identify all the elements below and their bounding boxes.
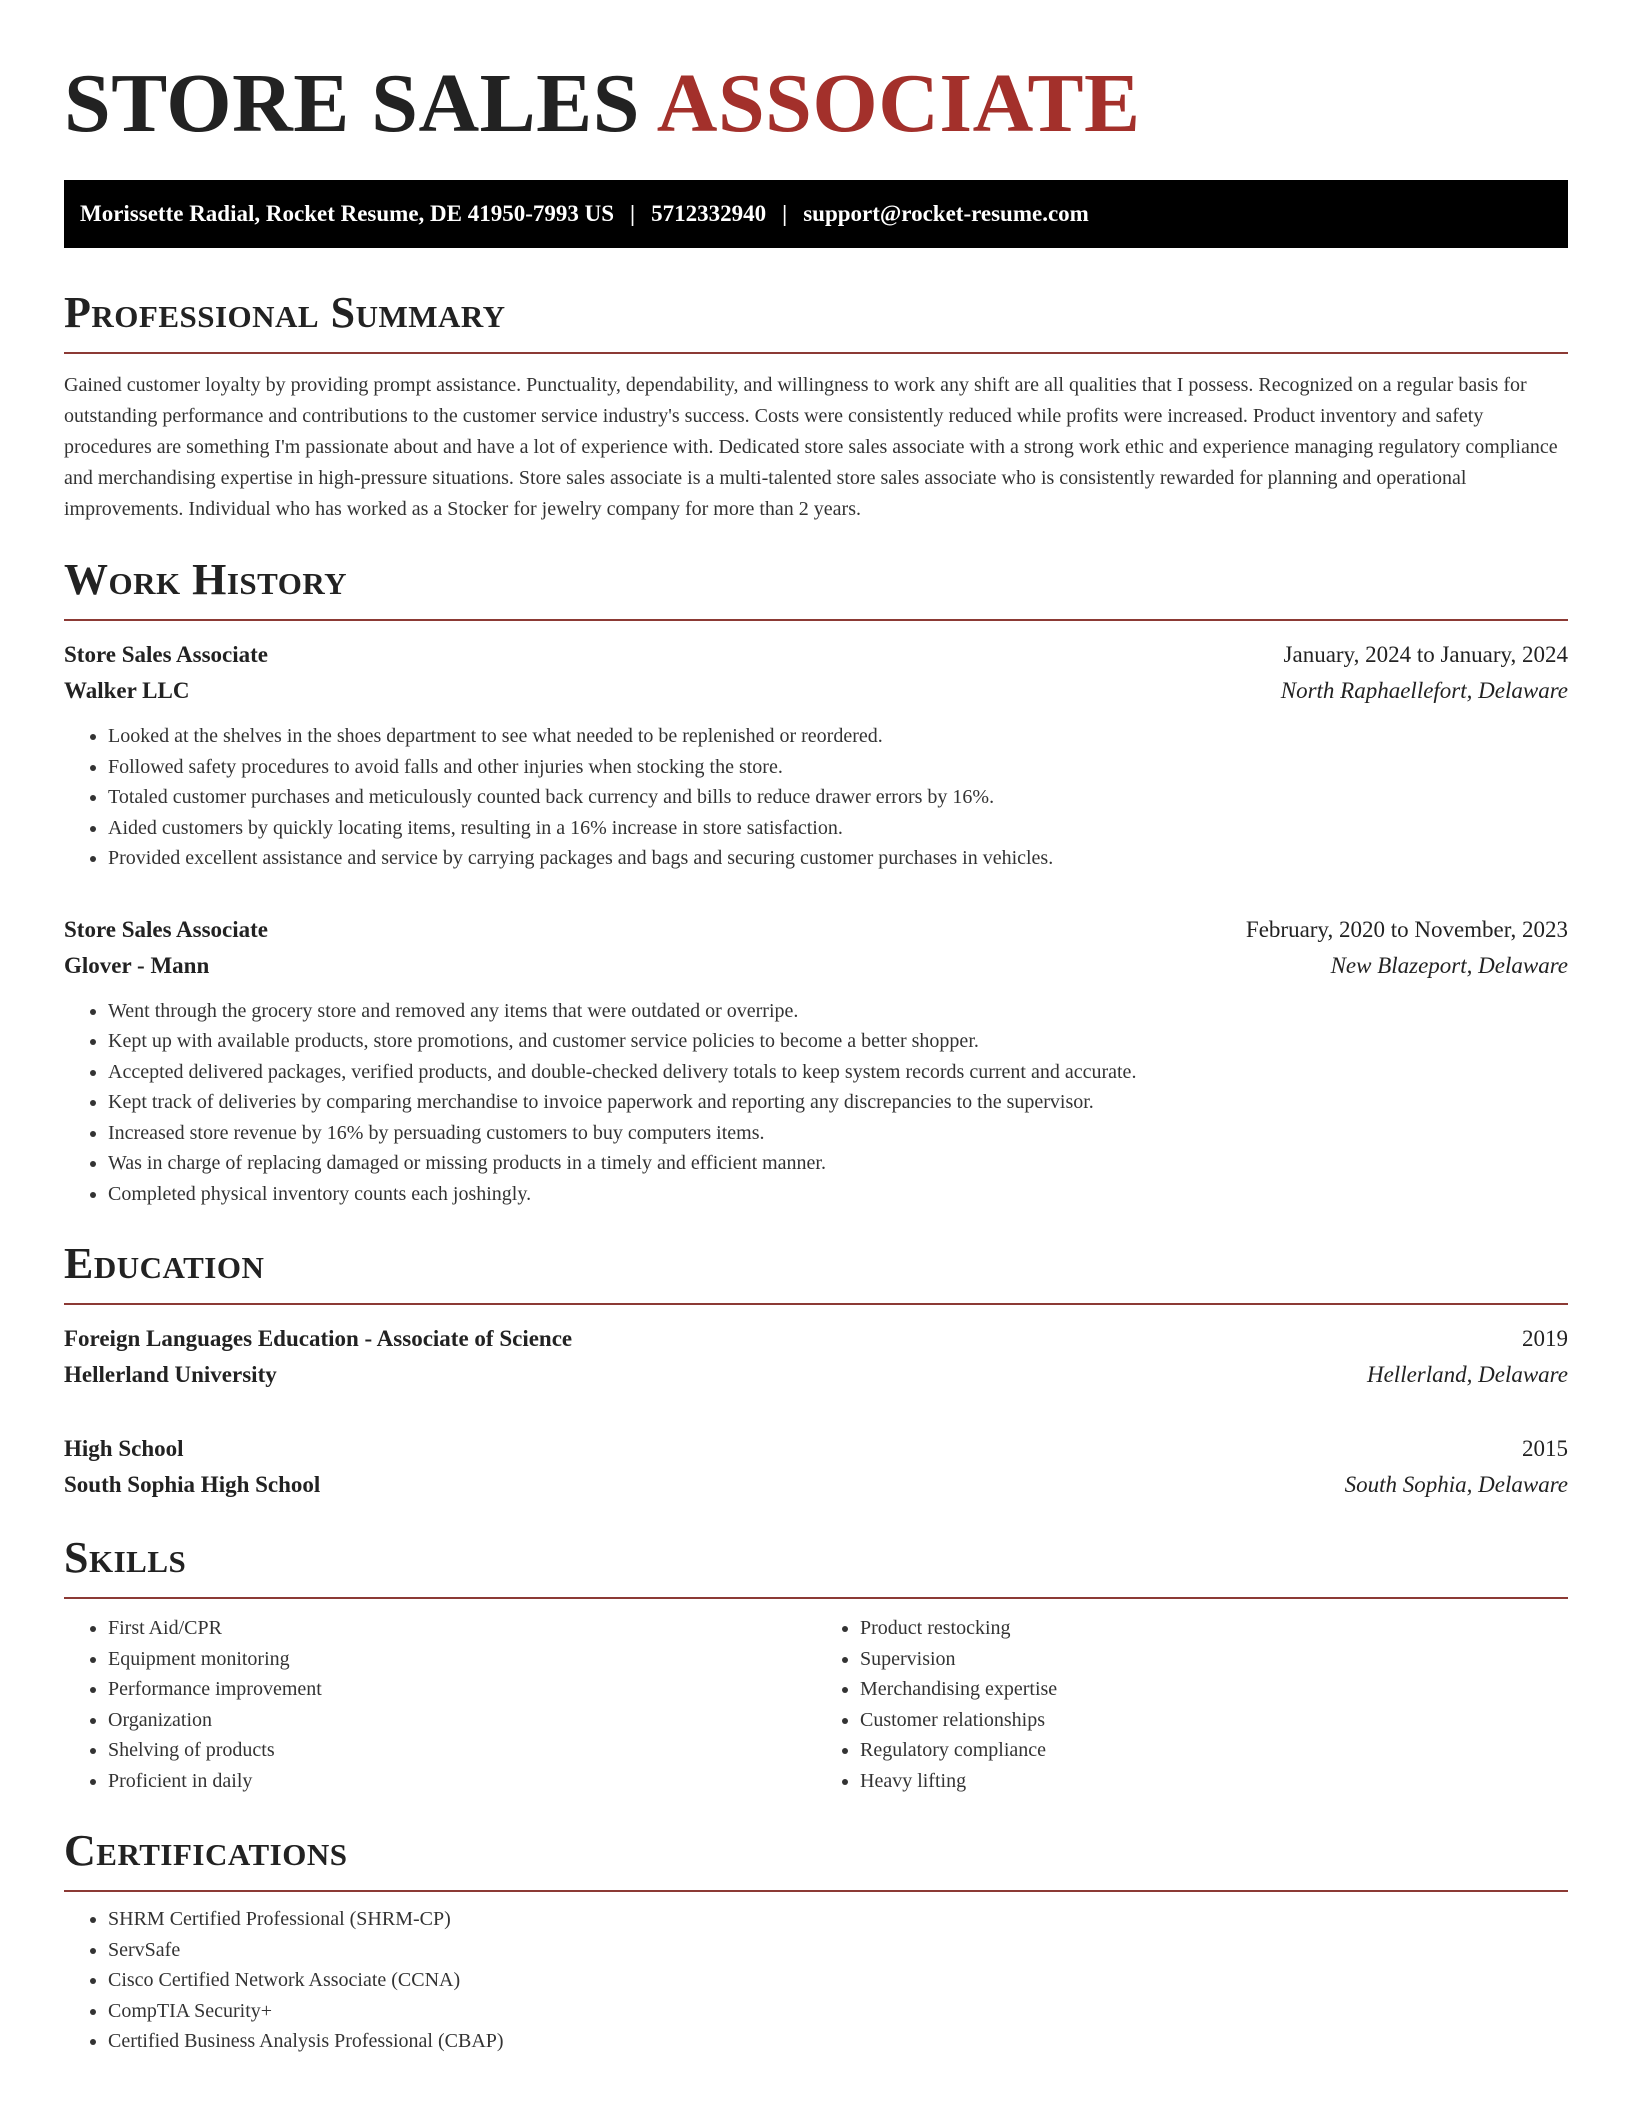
- job-entry: [64, 912, 1568, 1210]
- skill-item: • Merchandising expertise: [860, 1674, 1568, 1705]
- job-dates: February, 2020 to November, 2023: [1245, 916, 1568, 942]
- skills-grid: [64, 1613, 1568, 1796]
- contact-separator: |: [782, 201, 788, 226]
- education-school-row: [64, 1357, 1568, 1393]
- job-entry: [64, 637, 1568, 874]
- education-degree: Foreign Languages Education - Associate of Science: [64, 1326, 573, 1351]
- title-accent: ASSOCIATE: [656, 57, 1141, 150]
- job-bullet: • Was in charge of replacing damaged or missing products in a timely and efficient manner.: [108, 1148, 1568, 1179]
- job-bullet: • Looked at the shelves in the shoes department to see what needed to be replenished or reordered.: [108, 721, 1568, 752]
- job-bullet: • Kept up with available products, store promotions, and customer service policies to become a better shopper.: [108, 1026, 1568, 1057]
- certification-item: • CompTIA Security+: [108, 1996, 1568, 2027]
- certification-item: • Certified Business Analysis Professional (CBAP): [108, 2026, 1568, 2057]
- education-location: Hellerland, Delaware: [1366, 1362, 1568, 1387]
- summary-heading: Professional Summary: [64, 288, 1568, 354]
- job-bullet: • Accepted delivered packages, verified products, and double-checked delivery totals to keep system records current and accurate.: [108, 1057, 1568, 1088]
- skills-section: [64, 1533, 1568, 1796]
- job-bullet: • Kept track of deliveries by comparing merchandise to invoice paperwork and reporting any discrepancies to the supervisor.: [108, 1087, 1568, 1118]
- job-company-row: [64, 673, 1568, 709]
- job-bullet: • Aided customers by quickly locating items, resulting in a 16% increase in store satisfaction.: [108, 813, 1568, 844]
- education-school: Hellerland University: [64, 1362, 277, 1387]
- job-role: Store Sales Associate: [64, 916, 269, 942]
- summary-text: Gained customer loyalty by providing prompt assistance. Punctuality, dependability, and willingness to work any shift are all qualities that I possess. Recognized on a regular basis for outstanding performance and contributions to the customer service industry's success. Costs were consistently reduced while profits were increased. Product inventory and safety procedures are something I'm passionate about and have a lot of experience with. Dedicated store sales associate with a strong work ethic and experience managing regulatory compliance and merchandising expertise in high-pressure situations. Store sales associate is a multi-talented store sales associate who is consistently rewarded for planning and operational improvements. Individual who has worked as a Stocker for jewelry company for more than 2 years.: [64, 374, 1558, 520]
- certification-item: • ServSafe: [108, 1935, 1568, 1966]
- resume-title: [64, 56, 1568, 152]
- education-school: South Sophia High School: [64, 1472, 321, 1497]
- job-bullet: • Completed physical inventory counts each joshingly.: [108, 1179, 1568, 1210]
- skill-item: • Heavy lifting: [860, 1766, 1568, 1797]
- skill-item: • Supervision: [860, 1644, 1568, 1675]
- education-heading: Education: [64, 1239, 1568, 1305]
- education-year: 2019: [1522, 1326, 1568, 1351]
- skill-item: • Product restocking: [860, 1613, 1568, 1644]
- job-company: Walker LLC: [64, 678, 190, 703]
- job-bullet: • Went through the grocery store and removed any items that were outdated or overripe.: [108, 996, 1568, 1027]
- certification-item: • SHRM Certified Professional (SHRM-CP): [108, 1904, 1568, 1935]
- education-degree: High School: [64, 1436, 184, 1461]
- skill-item: • Performance improvement: [108, 1674, 816, 1705]
- work-history-heading: Work History: [64, 555, 1568, 621]
- job-location: New Blazeport, Delaware: [1330, 952, 1568, 978]
- certifications-section: [64, 1826, 1568, 2057]
- certifications-list: [64, 1904, 1568, 2057]
- skill-item: • Proficient in daily: [108, 1766, 816, 1797]
- job-bullet-list: [64, 996, 1568, 1210]
- contact-address: Morissette Radial, Rocket Resume, DE 41950-7993 US: [80, 201, 615, 226]
- job-bullet: • Increased store revenue by 16% by persuading customers to buy computers items.: [108, 1118, 1568, 1149]
- contact-bar: [64, 180, 1568, 248]
- skill-item: • Equipment monitoring: [108, 1644, 816, 1675]
- certification-item: • Cisco Certified Network Associate (CCNA): [108, 1965, 1568, 1996]
- skill-item: • Regulatory compliance: [860, 1735, 1568, 1766]
- contact-email: support@rocket-resume.com: [803, 201, 1089, 226]
- job-title-row: [64, 912, 1568, 948]
- skills-list-right: [816, 1613, 1568, 1796]
- education-degree-row: [64, 1321, 1568, 1357]
- education-year: 2015: [1522, 1436, 1568, 1461]
- education-entry: [64, 1431, 1568, 1503]
- education-section: [64, 1239, 1568, 1503]
- education-entry: [64, 1321, 1568, 1393]
- job-location: North Raphaellefort, Delaware: [1280, 678, 1568, 703]
- skills-list-left: [64, 1613, 816, 1796]
- contact-phone: 5712332940: [651, 201, 767, 226]
- work-history-section: [64, 555, 1568, 1209]
- education-school-row: [64, 1467, 1568, 1503]
- education-degree-row: [64, 1431, 1568, 1467]
- job-bullet: • Provided excellent assistance and service by carrying packages and bags and securing customer purchases in vehicles.: [108, 843, 1568, 874]
- job-role: Store Sales Associate: [64, 642, 269, 667]
- skill-item: • Customer relationships: [860, 1705, 1568, 1736]
- skill-item: • Organization: [108, 1705, 816, 1736]
- job-company: Glover - Mann: [64, 952, 210, 978]
- title-main: STORE SALES: [64, 57, 640, 150]
- job-bullet-list: [64, 721, 1568, 874]
- education-location: South Sophia, Delaware: [1344, 1472, 1568, 1497]
- certifications-heading: Certifications: [64, 1826, 1568, 1892]
- skill-item: • Shelving of products: [108, 1735, 816, 1766]
- job-dates: January, 2024 to January, 2024: [1283, 642, 1568, 667]
- job-company-row: [64, 948, 1568, 984]
- skill-item: • First Aid/CPR: [108, 1613, 816, 1644]
- contact-separator: |: [630, 201, 636, 226]
- skills-heading: Skills: [64, 1533, 1568, 1599]
- job-bullet: • Followed safety procedures to avoid falls and other injuries when stocking the store.: [108, 752, 1568, 783]
- job-bullet: • Totaled customer purchases and meticulously counted back currency and bills to reduce drawer errors by 16%.: [108, 782, 1568, 813]
- job-title-row: [64, 637, 1568, 673]
